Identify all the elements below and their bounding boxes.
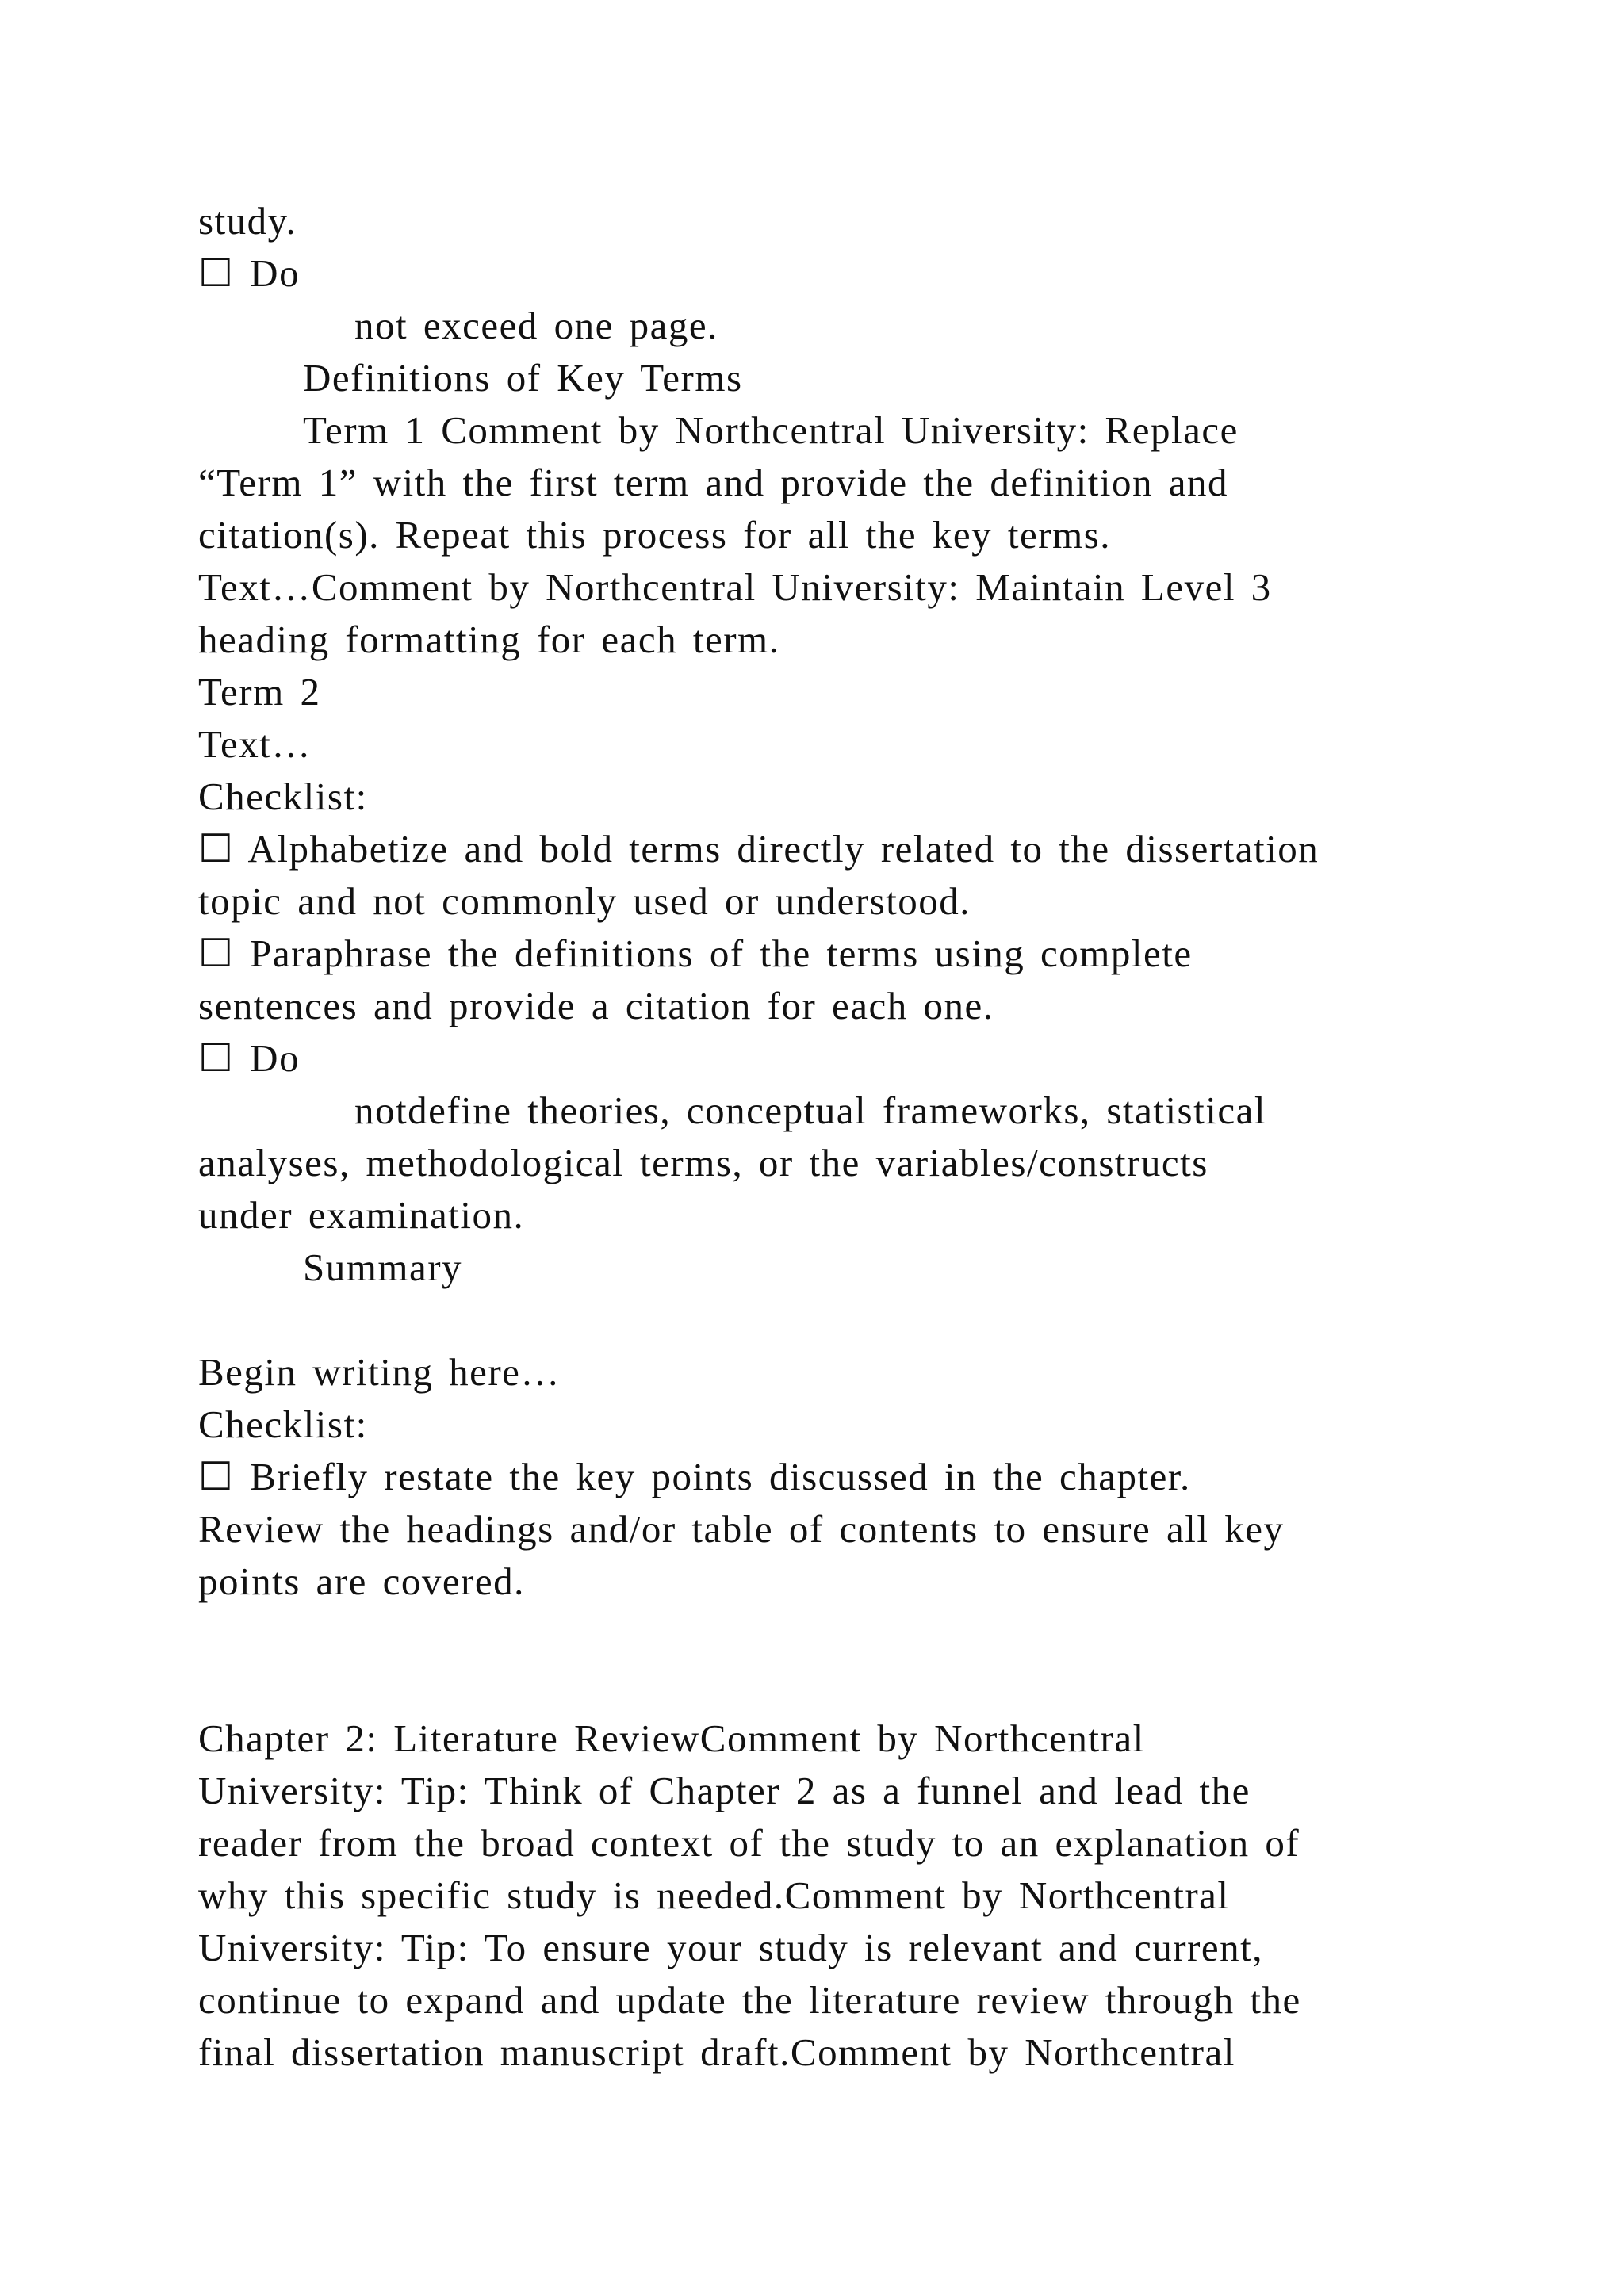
chapter-heading: Chapter 2: Literature ReviewComment by Northcentral [198, 1716, 1145, 1760]
text-line: points are covered. [198, 1559, 525, 1603]
text-line: citation(s). Repeat this process for all the key terms. [198, 513, 1112, 557]
text-line: continue to expand and update the literature review through the [198, 1978, 1301, 2022]
text-line: University: Tip: To ensure your study is relevant and current, [198, 1926, 1264, 1969]
text-line: University: Tip: Think of Chapter 2 as a funnel and lead the [198, 1769, 1251, 1812]
checklist-heading: Checklist: [198, 1402, 368, 1446]
text-line: not exceed one page. [354, 304, 718, 347]
checkbox-item: ☐ Alphabetize and bold terms directly related to the dissertation [198, 827, 1320, 871]
checkbox-item: ☐ Do [198, 1036, 301, 1080]
text-line: Review the headings and/or table of contents to ensure all key [198, 1507, 1285, 1551]
text-line: Text… [198, 722, 312, 766]
checkbox-item: ☐ Briefly restate the key points discussed in the chapter. [198, 1455, 1191, 1498]
term-heading: Term 2 [198, 670, 321, 714]
text-line: Begin writing here… [198, 1350, 561, 1394]
text-line: reader from the broad context of the study to an explanation of [198, 1821, 1300, 1865]
checklist-heading: Checklist: [198, 775, 368, 818]
term-heading: Term 1 Comment by Northcentral University: Replace [303, 408, 1239, 452]
text-line: under examination. [198, 1193, 525, 1237]
text-line: final dissertation manuscript draft.Comment by Northcentral [198, 2030, 1235, 2074]
checkbox-item: ☐ Do [198, 251, 301, 295]
text-line: heading formatting for each term. [198, 618, 780, 661]
text-line: notdefine theories, conceptual frameworks, statistical [354, 1089, 1266, 1132]
text-line: study. [198, 199, 297, 243]
section-heading: Summary [303, 1246, 463, 1289]
text-line: why this specific study is needed.Comment by Northcentral [198, 1873, 1230, 1917]
checkbox-item: ☐ Paraphrase the definitions of the terms using complete [198, 932, 1193, 975]
text-line: sentences and provide a citation for each one. [198, 984, 994, 1027]
text-line: topic and not commonly used or understood. [198, 879, 971, 923]
text-line: analyses, methodological terms, or the variables/constructs [198, 1141, 1208, 1184]
text-line: Text…Comment by Northcentral University: Maintain Level 3 [198, 565, 1272, 609]
text-line: “Term 1” with the first term and provide the definition and [198, 461, 1228, 504]
section-heading: Definitions of Key Terms [303, 356, 743, 400]
